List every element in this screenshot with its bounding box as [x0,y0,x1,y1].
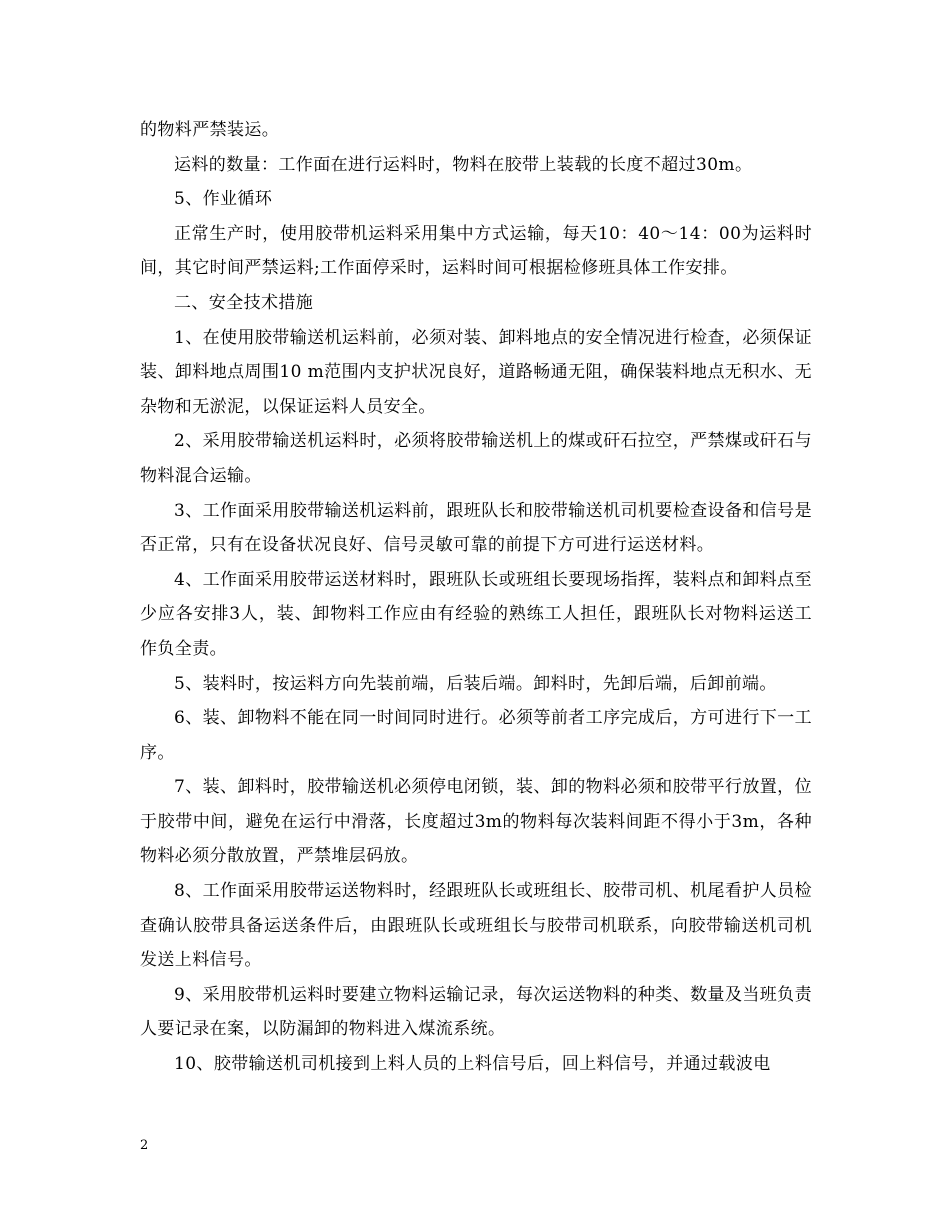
page-number: 2 [140,1138,149,1153]
heading-work-cycle: 5、作业循环 [174,189,273,210]
paragraph-item-4: 4、工作面采用胶带运送材料时，跟班队长或班组长要现场指挥，装料点和卸料点至少应各安排3人，装、卸物料工作应由有经验的熟练工人担任，跟班队长对物料运送工作负全责。 [140,569,812,659]
paragraph-item-3: 3、工作面采用胶带输送机运料前，跟班队长和胶带输送机司机要检查设备和信号是否正常，只有在设备状况良好、信号灵敏可靠的前提下方可进行运送材料。 [140,500,812,556]
paragraph-item-9: 9、采用胶带机运料时要建立物料运输记录，每次运送物料的种类、数量及当班负责人要记录在案，以防漏卸的物料进入煤流系统。 [140,984,812,1040]
paragraph-item-8: 8、工作面采用胶带运送物料时，经跟班队长或班组长、胶带司机、机尾看护人员检查确认胶带具备运送条件后，由跟班队长或班组长与胶带司机联系，向胶带输送机司机发送上料信号。 [140,881,812,971]
paragraph-item-6: 6、装、卸物料不能在同一时间同时进行。必须等前者工序完成后，方可进行下一工序。 [140,708,812,763]
paragraph-item-5: 5、装料时，按运料方向先装前端，后装后端。卸料时，先卸后端，后卸前端。 [174,673,777,694]
paragraph-item-2: 2、采用胶带输送机运料时，必须将胶带输送机上的煤或矸石拉空，严禁煤或矸石与物料混合运输。 [140,431,812,486]
body-text [140,113,812,1082]
paragraph-normal-production: 正常生产时，使用胶带机运料采用集中方式运输，每天10：40～14：00为运料时间，其它时间严禁运料;工作面停采时，运料时间可根据检修班具体工作安排。 [140,223,812,279]
paragraph-continuation: 的物料严禁装运。 [140,120,280,140]
paragraph-transport-quantity: 运料的数量：工作面在进行运料时，物料在胶带上装载的长度不超过30m。 [174,154,753,175]
paragraph-item-7: 7、装、卸料时，胶带输送机必须停电闭锁，装、卸的物料必须和胶带平行放置，位于胶带中间，避免在运行中滑落，长度超过3m的物料每次装料间距不得小于3m，各种物料必须分散放置，严禁堆层码放。 [140,777,812,867]
paragraph-item-1: 1、在使用胶带输送机运料前，必须对装、卸料地点的安全情况进行检查，必须保证装、卸料地点周围10 m范围内支护状况良好，道路畅通无阻，确保装料地点无积水、无杂物和无淤泥，以保证运料人员安全。 [140,327,812,417]
paragraph-item-10: 10、胶带输送机司机接到上料人员的上料信号后，回上料信号，并通过载波电 [174,1054,771,1075]
heading-safety-measures: 二、安全技术措施 [174,292,314,313]
